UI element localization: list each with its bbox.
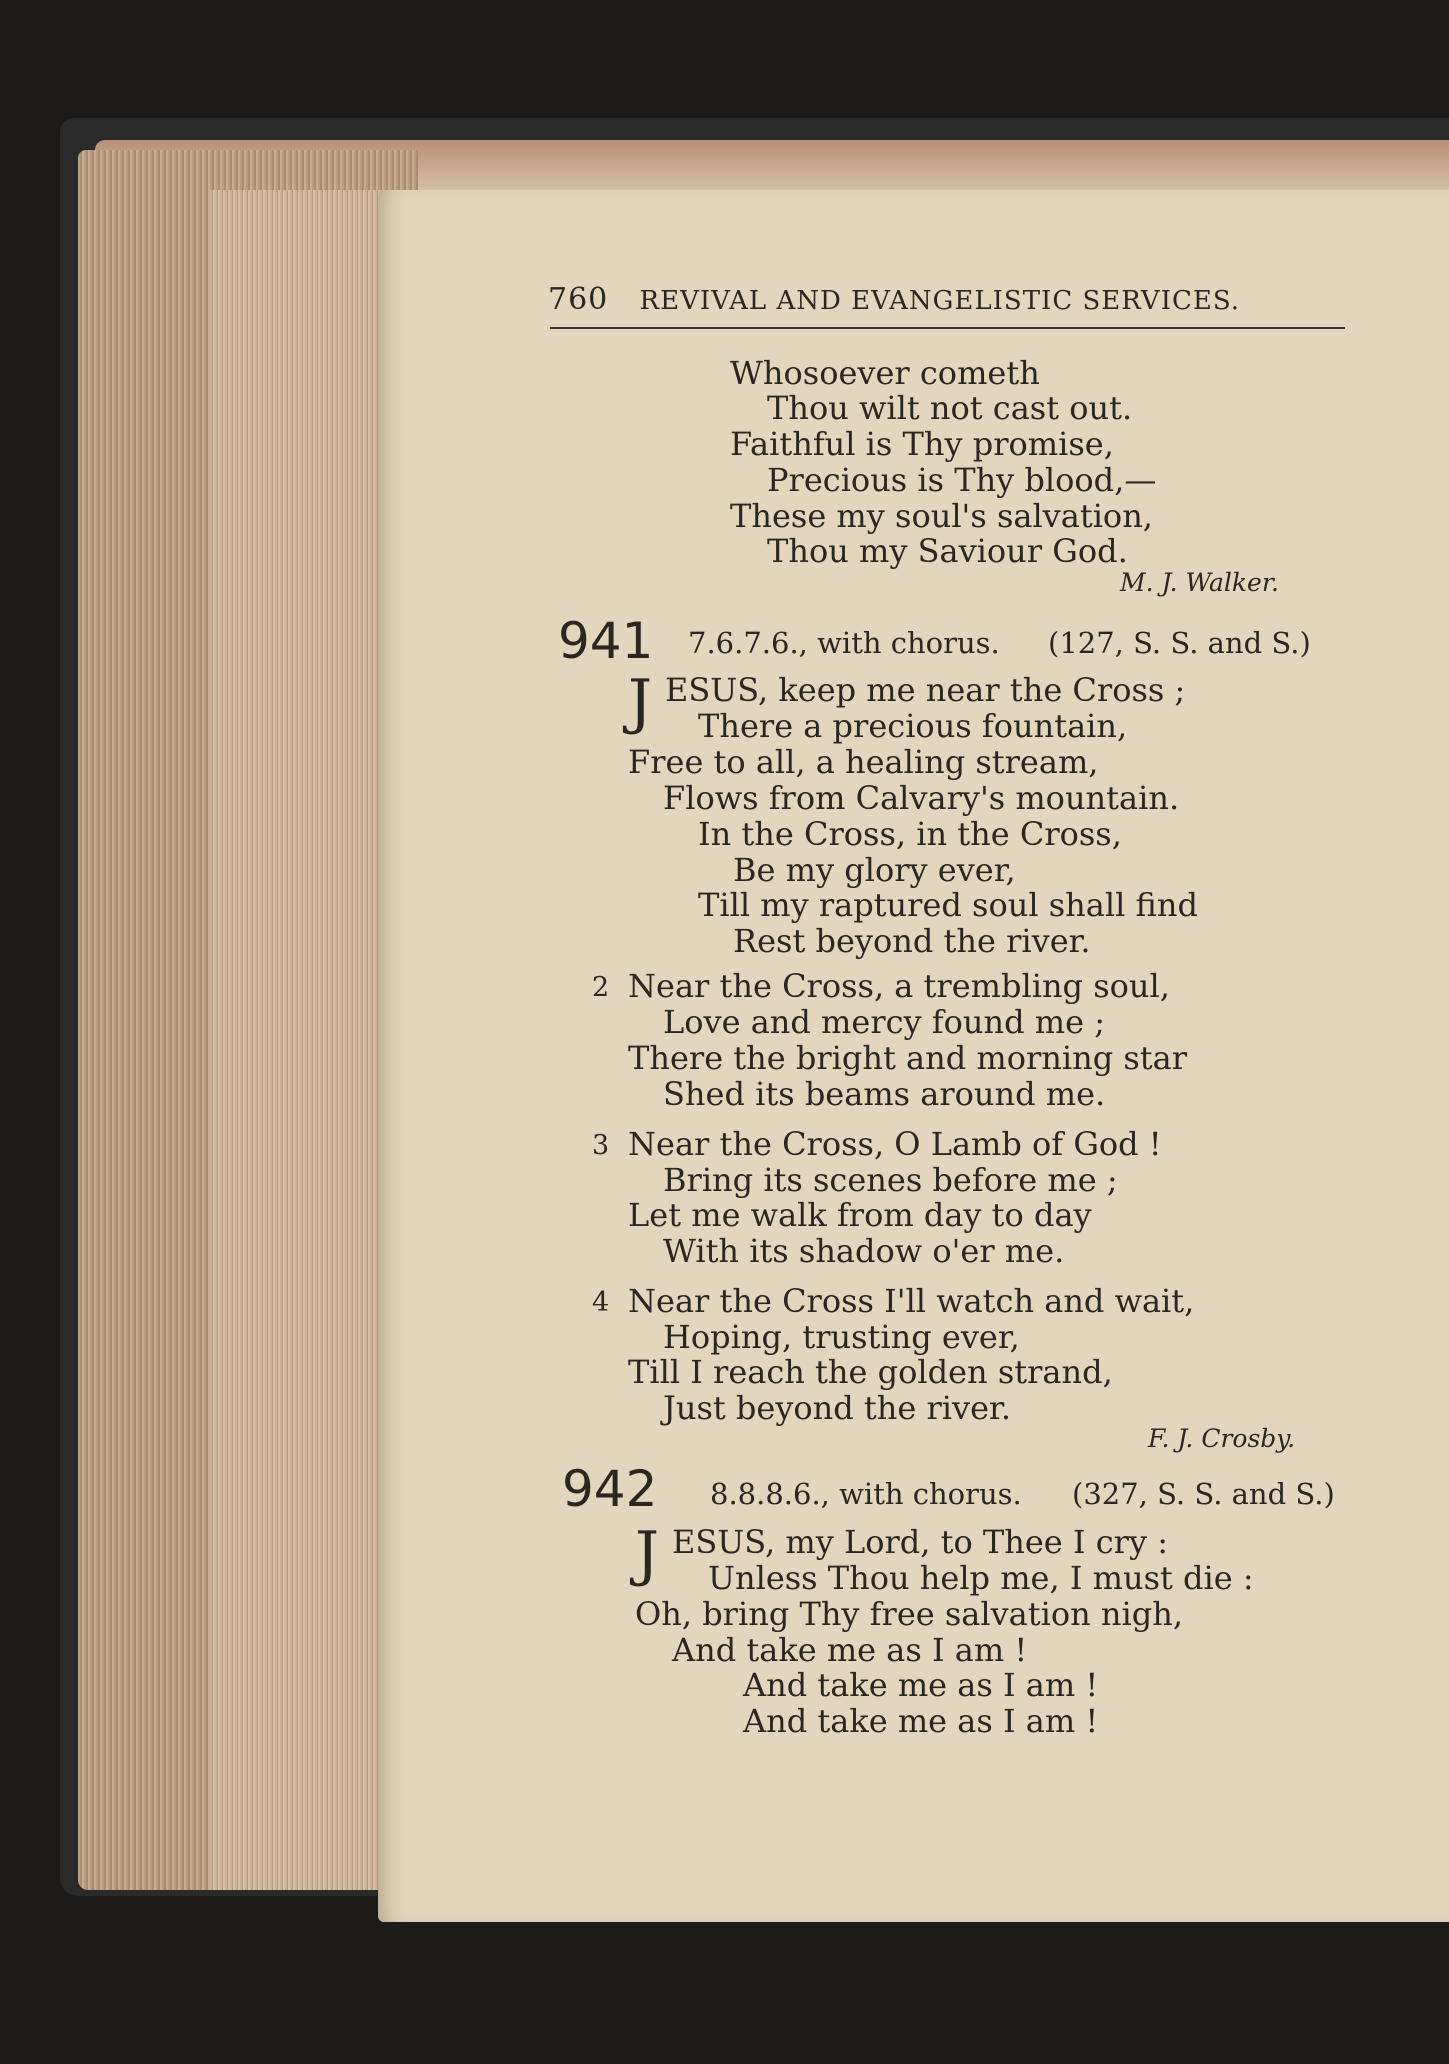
verse-line: Till I reach the golden strand,: [628, 1353, 1113, 1391]
hymn-metre: 8.8.8.6., with chorus.: [710, 1477, 1022, 1511]
continuation-line: Thou wilt not cast out.: [767, 389, 1133, 427]
verse-line: Rest beyond the river.: [733, 922, 1091, 960]
verse-line: ESUS, keep me near the Cross ;: [665, 671, 1186, 709]
verse-line: Near the Cross, a trembling soul,: [628, 967, 1170, 1005]
verse-line: And take me as I am !: [743, 1666, 1099, 1704]
continuation-line: These my soul's salvation,: [730, 497, 1153, 535]
verse-line: Unless Thou help me, I must die :: [708, 1559, 1254, 1597]
running-head: REVIVAL AND EVANGELISTIC SERVICES.: [639, 286, 1240, 316]
verse-line: Let me walk from day to day: [628, 1196, 1092, 1234]
verse-line: Till my raptured soul shall find: [698, 886, 1198, 924]
hymn-metre: 7.6.7.6., with chorus.: [688, 626, 1000, 660]
drop-cap: J: [628, 667, 653, 737]
continuation-line: Whosoever cometh: [730, 354, 1040, 392]
verse-line: Love and mercy found me ;: [663, 1003, 1106, 1041]
verse-line: Flows from Calvary's mountain.: [663, 779, 1180, 817]
verse-line: Just beyond the river.: [663, 1389, 1011, 1427]
verse-number: 4: [592, 1287, 610, 1318]
continuation-line: Precious is Thy blood,—: [767, 461, 1157, 499]
running-header: [548, 282, 1240, 317]
verse-line: With its shadow o'er me.: [663, 1232, 1065, 1270]
header-rule: [550, 327, 1345, 329]
author-credit: M. J. Walker.: [1120, 568, 1279, 597]
drop-cap: J: [635, 1519, 660, 1589]
verse-line: Be my glory ever,: [733, 851, 1016, 889]
author-credit: F. J. Crosby.: [1148, 1424, 1296, 1453]
verse-number: 2: [592, 972, 610, 1003]
verse-line: Near the Cross, O Lamb of God !: [628, 1125, 1162, 1163]
verse-line: Shed its beams around me.: [663, 1075, 1106, 1113]
verse-line: Oh, bring Thy free salvation nigh,: [635, 1595, 1183, 1633]
continuation-line: Faithful is Thy promise,: [730, 425, 1114, 463]
hymn-number: 941: [558, 612, 654, 670]
verse-line: Bring its scenes before me ;: [663, 1161, 1118, 1199]
verse-line: There a precious fountain,: [698, 707, 1128, 745]
verse-line: And take me as I am !: [672, 1631, 1028, 1669]
verse-line: Near the Cross I'll watch and wait,: [628, 1282, 1195, 1320]
hymn-reference: (127, S. S. and S.): [1048, 626, 1311, 660]
verse-line: There the bright and morning star: [628, 1039, 1188, 1077]
verse-line: ESUS, my Lord, to Thee I cry :: [672, 1523, 1168, 1561]
hymn-reference: (327, S. S. and S.): [1072, 1477, 1335, 1511]
verse-line: Hoping, trusting ever,: [663, 1318, 1020, 1356]
continuation-line: Thou my Saviour God.: [767, 532, 1128, 570]
verse-line: In the Cross, in the Cross,: [698, 815, 1122, 853]
verse-line: Free to all, a healing stream,: [628, 743, 1099, 781]
verse-line: And take me as I am !: [743, 1702, 1099, 1740]
verse-number: 3: [592, 1130, 610, 1161]
hymn-number: 942: [562, 1460, 658, 1518]
page-number: 760: [548, 282, 609, 317]
